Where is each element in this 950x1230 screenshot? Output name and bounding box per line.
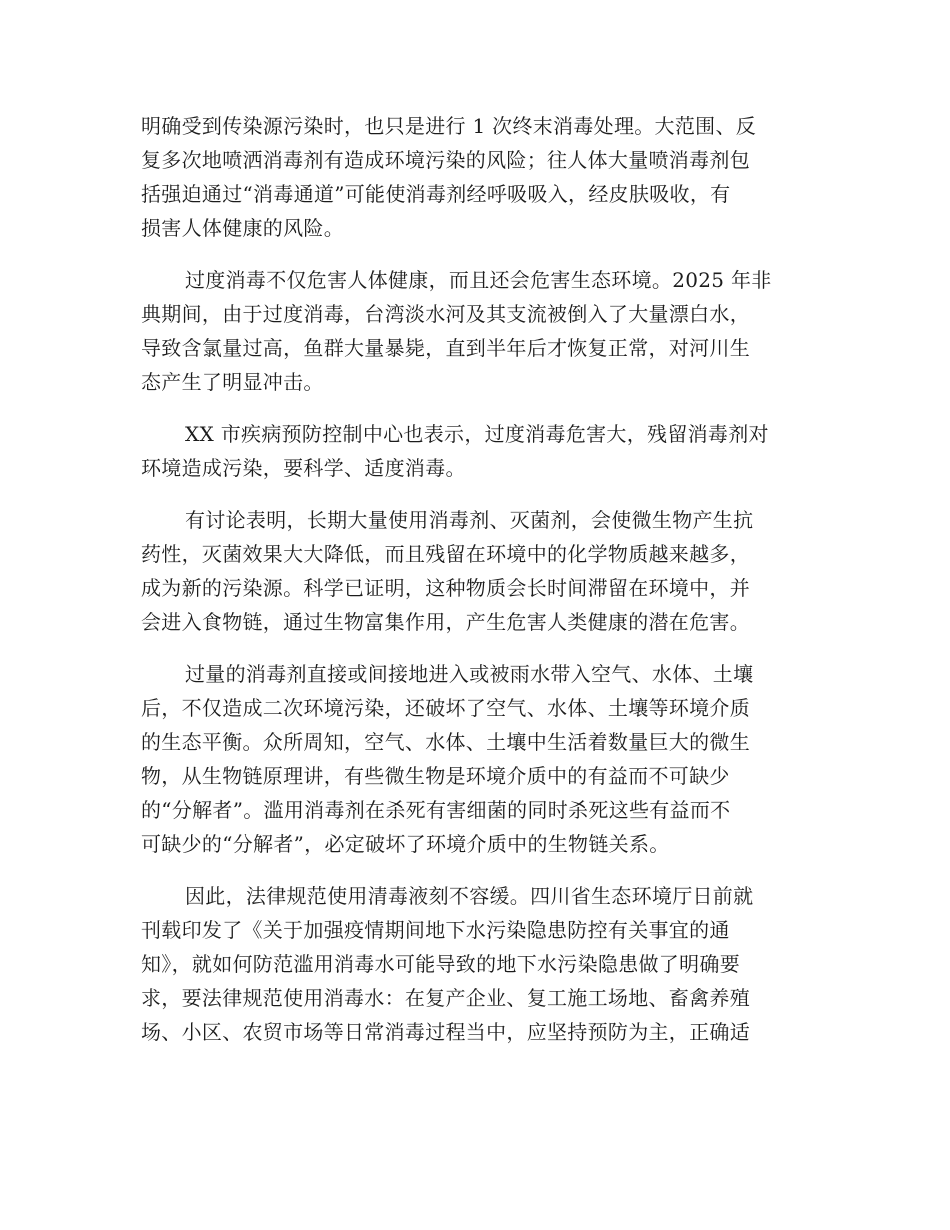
text-line: 药性，灭菌效果大大降低，而且残留在环境中的化学物质越来越多，: [141, 542, 750, 566]
text-line: 括强迫通过“消毒通道”可能使消毒剂经呼吸吸入，经皮肤吸收，有: [141, 182, 731, 206]
text-line: 求，要法律规范使用消毒水：在复产企业、复工施工场地、畜禽养殖: [141, 986, 750, 1010]
text-line: 会进入食物链，通过生物富集作用，产生危害人类健康的潜在危害。: [141, 610, 750, 634]
paragraph-1: [141, 109, 801, 245]
text-line: 明确受到传染源污染时，也只是进行 1 次终末消毒处理。大范围、反: [141, 114, 757, 138]
article-body: [141, 109, 801, 1067]
paragraph-2: [141, 263, 801, 399]
text-line: 物，从生物链原理讲，有些微生物是环境介质中的有益而不可缺少: [141, 764, 730, 788]
text-line: 可缺少的“分解者”，必定破坏了环境介质中的生物链关系。: [141, 832, 670, 856]
text-line: 的“分解者”。滥用消毒剂在杀死有害细菌的同时杀死这些有益而不: [141, 798, 731, 822]
text-line: 态产生了明显冲击。: [141, 370, 324, 394]
text-line: 知》，就如何防范滥用消毒水可能导致的地下水污染隐患做了明确要: [141, 952, 740, 976]
text-line: 损害人体健康的风险。: [141, 216, 344, 240]
text-line: 过度消毒不仅危害人体健康，而且还会危害生态环境。2025 年非: [185, 268, 772, 292]
text-line: 成为新的污染源。科学已证明，这种物质会长时间滞留在环境中，并: [141, 576, 750, 600]
text-line: 环境造成污染，要科学、适度消毒。: [141, 456, 466, 480]
paragraph-4: [141, 503, 801, 639]
text-line: 刊载印发了《关于加强疫情期间地下水污染隐患防控有关事宜的通: [141, 918, 730, 942]
paragraph-5: [141, 657, 801, 861]
text-line: 有讨论表明，长期大量使用消毒剂、灭菌剂，会使微生物产生抗: [185, 508, 754, 532]
text-line: 典期间，由于过度消毒，台湾淡水河及其支流被倒入了大量漂白水，: [141, 302, 750, 326]
text-line: XX 市疾病预防控制中心也表示，过度消毒危害大，残留消毒剂对: [185, 422, 769, 446]
text-line: 因此，法律规范使用清毒液刻不容缓。四川省生态环境厅日前就: [185, 884, 754, 908]
paragraph-6: [141, 879, 801, 1049]
text-line: 的生态平衡。众所周知，空气、水体、土壤中生活着数量巨大的微生: [141, 730, 750, 754]
paragraph-3: [141, 417, 801, 485]
text-line: 后，不仅造成二次环境污染，还破坏了空气、水体、土壤等环境介质: [141, 696, 750, 720]
text-line: 复多次地喷洒消毒剂有造成环境污染的风险；往人体大量喷消毒剂包: [141, 148, 750, 172]
text-line: 导致含氯量过高，鱼群大量暴毙，直到半年后才恢复正常，对河川生: [141, 336, 750, 360]
text-line: 场、小区、农贸市场等日常消毒过程当中，应坚持预防为主，正确适: [141, 1020, 750, 1044]
text-line: 过量的消毒剂直接或间接地进入或被雨水带入空气、水体、土壤: [185, 662, 754, 686]
